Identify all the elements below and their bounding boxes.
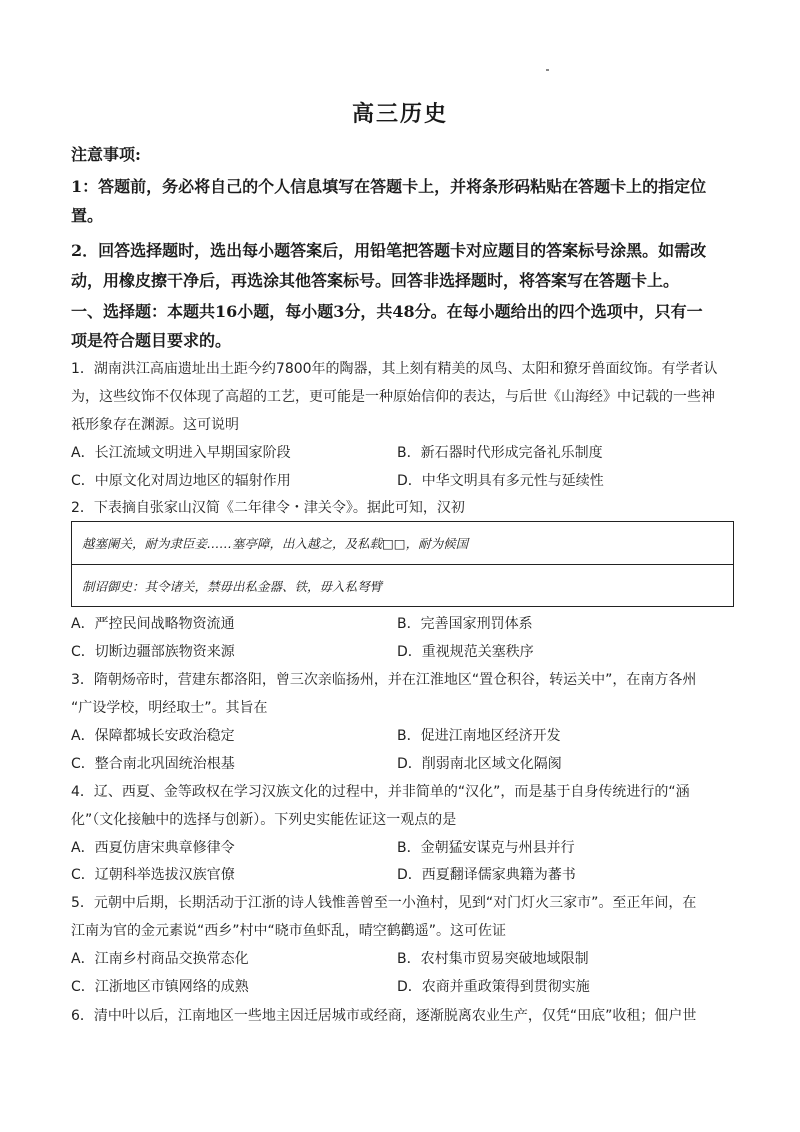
question-4-option-c: C．辽朝科举选拔汉族官僚 [71,867,235,883]
question-2-option-c: C．切断边疆部族物资来源 [71,644,235,660]
table-row-2: 制诏御史：其令诸关，禁毋出私金器、铁，毋入私弩臂 [82,579,383,594]
question-3-line-1: 3．隋朝炀帝时，营建东都洛阳，曾三次亲临扬州，并在江淮地区“置仓积谷，转运关中”，在南方各州 [71,672,697,688]
scan-speck [546,69,549,71]
question-6-line-1: 6．清中叶以后，江南地区一些地主因迁居城市或经商，逐渐脱离农业生产，仅凭“田底”收租；佃户世 [71,1008,697,1024]
notice-item-2-line-2: 动，用橡皮擦干净后，再选涂其他答案标号。回答非选择题时，将答案写在答题卡上。 [71,271,680,290]
question-3-option-b: B．促进江南地区经济开发 [397,728,561,744]
question-5-option-a: A．江南乡村商品交换常态化 [71,951,249,967]
question-2-option-b: B．完善国家刑罚体系 [397,616,533,632]
question-1-line-3: 祇形象存在渊源。这可说明 [71,417,239,433]
question-1-line-1: 1．湖南洪江高庙遗址出土距今约7800年的陶器，其上刻有精美的凤鸟、太阳和獠牙兽面纹饰。有学者认 [71,361,718,377]
question-4-option-d: D．西夏翻译儒家典籍为蕃书 [397,867,576,883]
question-3-option-a: A．保障都城长安政治稳定 [71,728,235,744]
question-1-option-c: C．中原文化对周边地区的辐射作用 [71,473,291,489]
question-1-option-a: A．长江流域文明进入早期国家阶段 [71,445,291,461]
question-4-line-1: 4．辽、西夏、金等政权在学习汉族文化的过程中，并非简单的“汉化”，而是基于自身传统进行的“涵 [71,784,690,800]
section-heading-line-2: 项是符合题目要求的。 [71,331,232,350]
notice-heading: 注意事项: [71,145,141,164]
question-2-line-1: 2．下表摘自张家山汉简《二年律令・津关令》。据此可知，汉初 [71,500,465,516]
question-1-option-d: D．中华文明具有多元性与延续性 [397,473,604,489]
notice-item-1-line-2: 置。 [71,206,104,225]
question-4-line-2: 化”（文化接触中的选择与创新）。下列史实能佐证这一观点的是 [71,812,457,828]
question-5-option-c: C．江浙地区市镇网络的成熟 [71,979,249,995]
question-5-line-1: 5．元朝中后期，长期活动于江浙的诗人钱惟善曾至一小渔村，见到“对门灯火三家市”。至正年间，在 [71,895,697,911]
page-title: 高三历史 [351,101,448,127]
question-3-option-c: C．整合南北巩固统治根基 [71,756,235,772]
question-5-line-2: 江南为官的金元素说“西乡”村中“晓市鱼虾乱，晴空鹤鹳遥”。这可佐证 [71,923,507,939]
question-1-option-b: B．新石器时代形成完备礼乐制度 [397,445,603,461]
question-5-option-d: D．农商并重政策得到贯彻实施 [397,979,590,995]
notice-item-1-line-1: 1：答题前，务必将自己的个人信息填写在答题卡上，并将条形码粘贴在答题卡上的指定位 [71,177,707,196]
question-2-table [71,521,734,607]
section-heading-line-1: 一、选择题：本题共16小题，每小题3分，共48分。在每小题给出的四个选项中，只有一 [71,302,703,321]
question-4-option-a: A．西夏仿唐宋典章修律令 [71,840,235,856]
question-1-line-2: 为，这些纹饰不仅体现了高超的工艺，更可能是一种原始信仰的表达，与后世《山海经》中记载的一些神 [71,389,715,405]
question-5-option-b: B．农村集市贸易突破地域限制 [397,951,589,967]
question-3-line-2: “广设学校，明经取士”。其旨在 [71,700,268,716]
table-row-1: 越塞阑关，耐为隶臣妾……塞亭障，出入越之，及私载□□，耐为候国 [72,522,733,565]
question-2-option-d: D．重视规范关塞秩序 [397,644,534,660]
question-4-option-b: B．金朝猛安谋克与州县并行 [397,840,575,856]
question-2-option-a: A．严控民间战略物资流通 [71,616,235,632]
question-3-option-d: D．削弱南北区域文化隔阂 [397,756,562,772]
notice-item-2-line-1: 2．回答选择题时，选出每小题答案后，用铅笔把答题卡对应题目的答案标号涂黑。如需改 [71,241,707,260]
